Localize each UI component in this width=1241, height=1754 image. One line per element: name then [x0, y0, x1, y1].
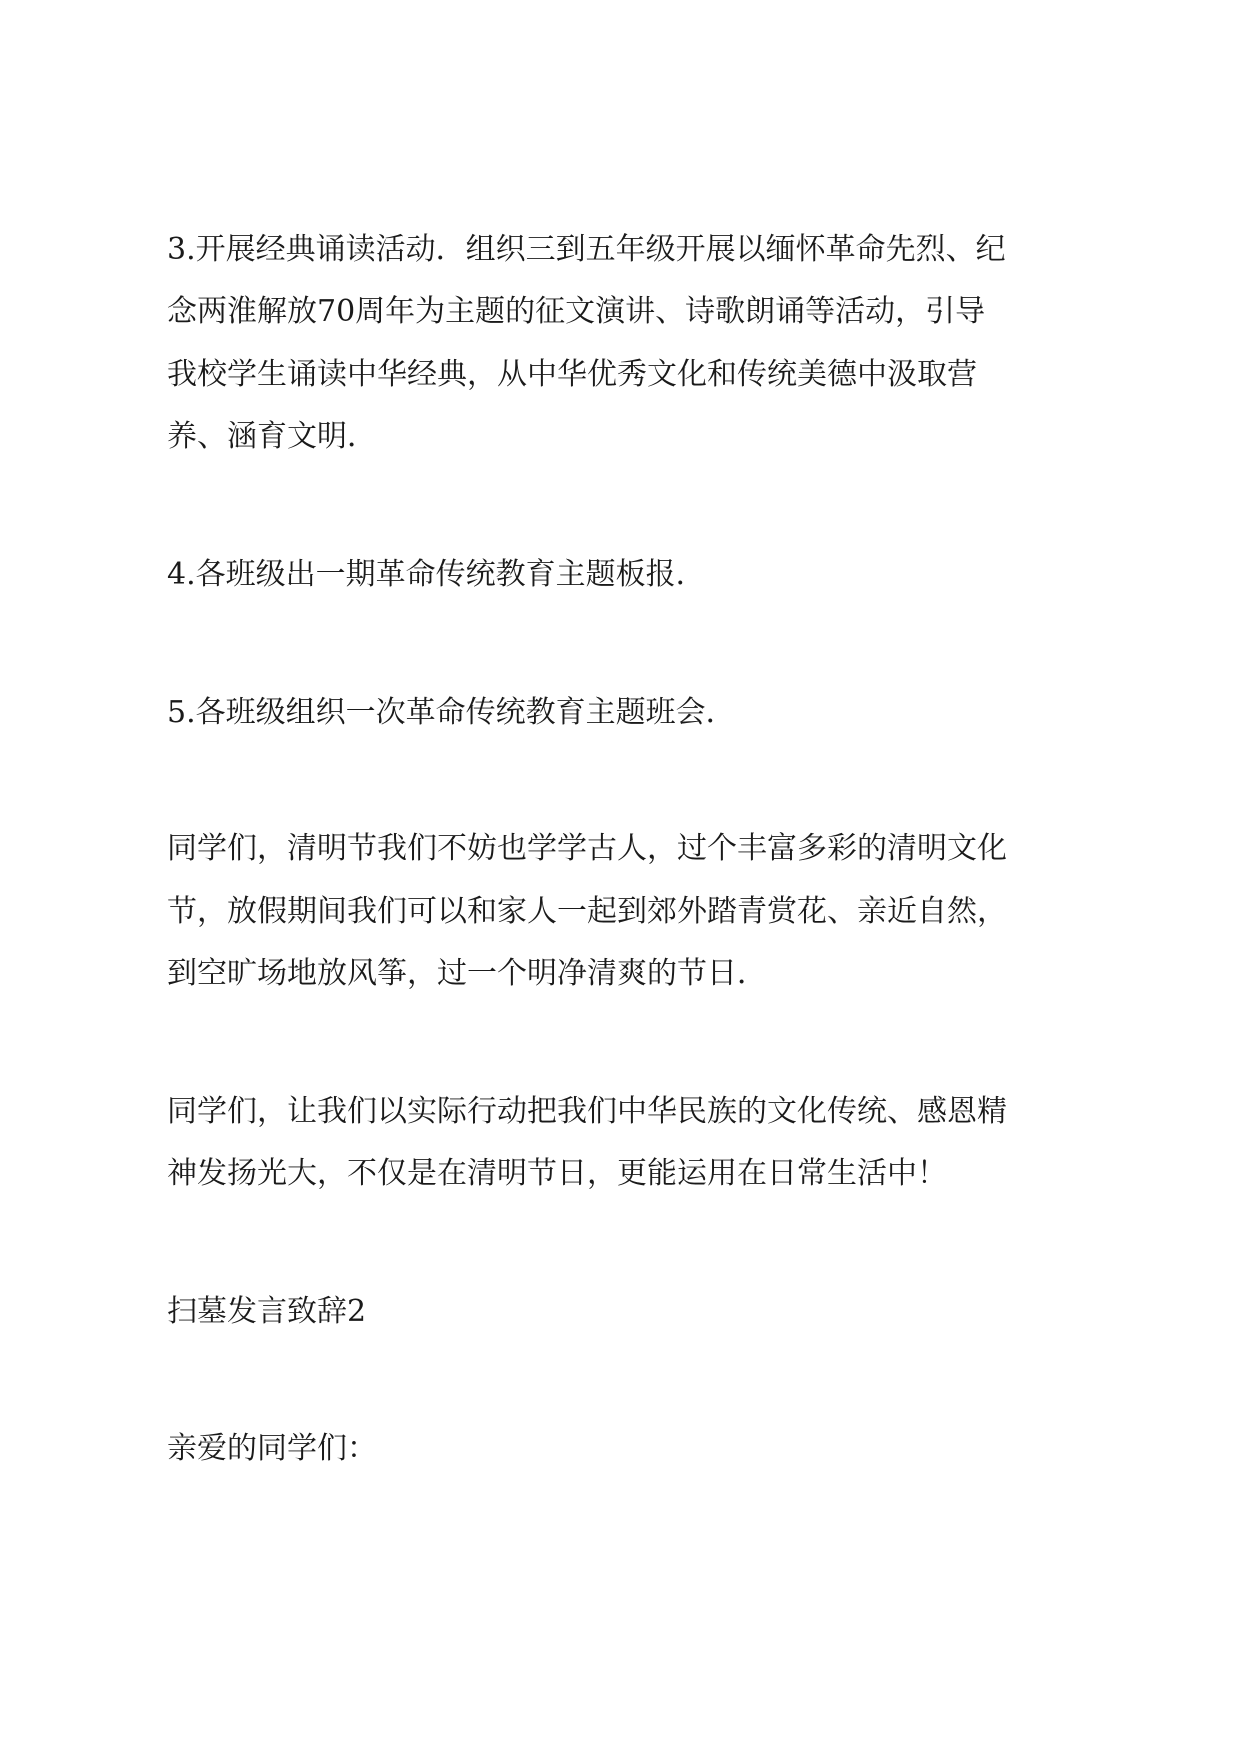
paragraph-4-line-2: 节，放假期间我们可以和家人一起到郊外踏青赏花、亲近自然，: [167, 894, 1007, 929]
salutation: 亲爱的同学们：: [167, 1431, 377, 1466]
paragraph-5-line-2: 神发扬光大，不仅是在清明节日，更能运用在日常生活中！: [167, 1156, 947, 1191]
paragraph-3-line-1: 5.各班级组织一次革命传统教育主题班会．: [167, 695, 736, 730]
paragraph-4-line-1: 同学们，清明节我们不妨也学学古人，过个丰富多彩的清明文化: [167, 831, 1007, 866]
paragraph-1-line-2: 念两淮解放70周年为主题的征文演讲、诗歌朗诵等活动，引导: [167, 294, 986, 329]
paragraph-1-line-1: 3.开展经典诵读活动．组织三到五年级开展以缅怀革命先烈、纪: [167, 232, 1006, 267]
paragraph-4-line-3: 到空旷场地放风筝，过一个明净清爽的节日．: [167, 956, 767, 991]
paragraph-5-line-1: 同学们，让我们以实际行动把我们中华民族的文化传统、感恩精: [167, 1094, 1007, 1129]
paragraph-1-line-4: 养、涵育文明．: [167, 419, 377, 454]
paragraph-2-line-1: 4.各班级出一期革命传统教育主题板报．: [167, 557, 706, 592]
paragraph-1-line-3: 我校学生诵读中华经典，从中华优秀文化和传统美德中汲取营: [167, 357, 977, 392]
section-heading: 扫墓发言致辞2: [167, 1294, 367, 1329]
